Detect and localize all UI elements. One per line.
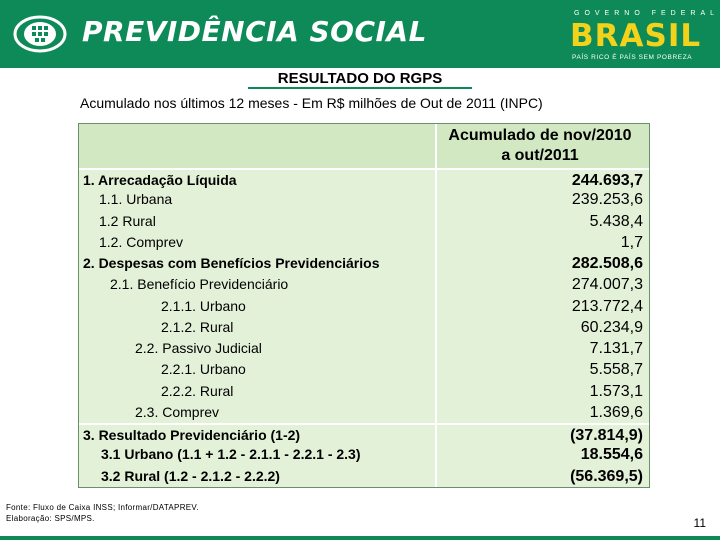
row-label: 3.2 Rural (1.2 - 2.1.2 - 2.2.2) [79,466,437,487]
table-header-row [79,124,649,168]
footnote-prepared: Elaboração: SPS/MPS. [6,514,95,523]
row-label: 2.2. Passivo Judicial [79,338,437,359]
table-row [79,189,649,210]
footnote-source: Fonte: Fluxo de Caixa INSS; Informar/DATAPREV. [6,503,199,512]
row-value: 60.234,9 [580,318,643,336]
row-value: 282.508,6 [571,255,643,272]
table-row [79,168,649,189]
row-label: 3. Resultado Previdenciário (1-2) [79,425,437,444]
row-value: 1,7 [620,233,643,251]
row-label: 2. Despesas com Benefícios Previdenciários [79,253,437,274]
title-underline [248,87,472,89]
table-row [79,359,649,380]
footnote [6,502,199,524]
page-title: RESULTADO DO RGPS [0,70,720,87]
gov-motto: PAÍS RICO É PAÍS SEM POBREZA [572,54,693,61]
row-value: (56.369,5) [570,467,643,485]
row-value: 213.772,4 [571,297,643,315]
brand-title: PREVIDÊNCIA SOCIAL [82,15,427,48]
previdencia-logo-icon [12,14,68,54]
table-row [79,211,649,232]
table-row [79,444,649,465]
table-row [79,381,649,402]
row-label: 2.1. Benefício Previdenciário [79,274,437,295]
row-value: 7.131,7 [589,340,643,357]
row-value: 18.554,6 [580,446,643,464]
row-value: 274.007,3 [571,276,643,294]
table-row [79,402,649,423]
table-header-value-cell [437,124,649,168]
row-value: 244.693,7 [571,172,643,189]
row-value: 5.558,7 [589,361,643,379]
table-row [79,296,649,317]
column-header-line1: Acumulado de nov/2010 [448,127,632,144]
row-value: (37.814,9) [570,427,643,444]
table-row [79,232,649,253]
row-label: 1.1. Urbana [79,189,437,210]
rgps-table [78,123,650,488]
column-header-line2: a out/2011 [501,147,579,164]
governo-federal-logo [560,0,720,68]
row-value: 239.253,6 [571,191,643,209]
row-value: 1.573,1 [589,382,643,400]
table-row [79,338,649,359]
table-row [79,466,649,487]
row-label: 1.2. Comprev [79,232,437,253]
row-label: 2.2.2. Rural [79,381,437,402]
table-header-label-cell [79,124,437,168]
header-band [0,0,720,68]
row-label: 2.1.1. Urbano [79,296,437,317]
row-label: 3.1 Urbano (1.1 + 1.2 - 2.1.1 - 2.2.1 - 2.3) [79,444,437,465]
row-label: 2.1.2. Rural [79,317,437,338]
row-value: 5.438,4 [589,212,643,230]
bottom-rule [0,536,720,540]
brasil-wordmark: BRASIL [570,18,702,54]
page-subtitle: Acumulado nos últimos 12 meses - Em R$ milhões de Out de 2011 (INPC) [80,95,543,111]
row-label: 2.3. Comprev [79,402,437,423]
table-row [79,253,649,274]
row-value: 1.369,6 [589,403,643,421]
row-label: 2.2.1. Urbano [79,359,437,380]
table-row [79,317,649,338]
table-row [79,274,649,295]
page-number: 11 [693,516,706,530]
row-label: 1.2 Rural [79,211,437,232]
table-row [79,423,649,444]
gov-top-text: GOVERNO FEDERAL [574,10,720,17]
row-label: 1. Arrecadação Líquida [79,170,437,189]
